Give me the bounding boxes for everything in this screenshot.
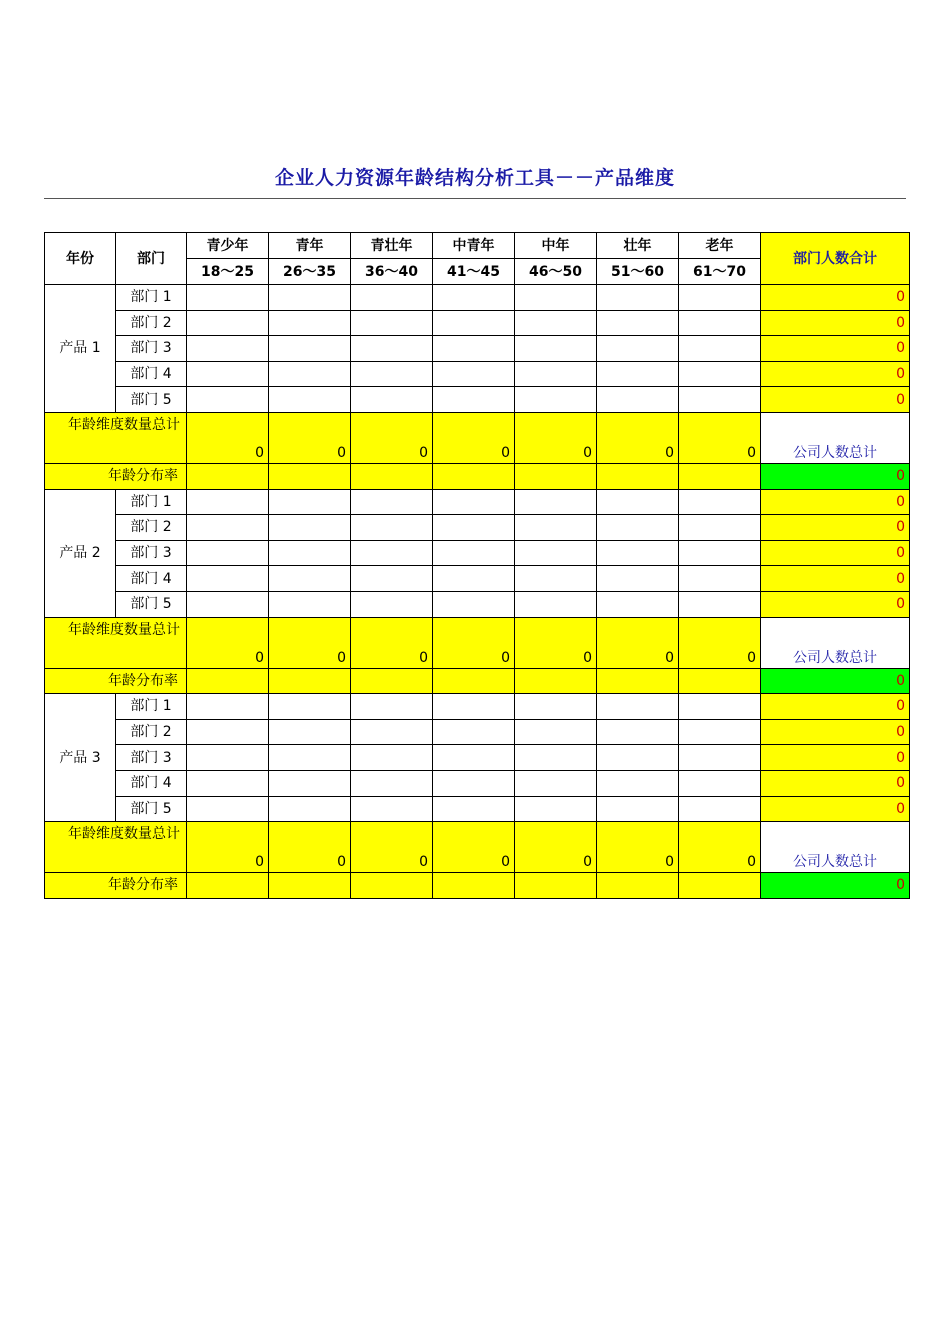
age-rate-row	[45, 873, 910, 899]
header-age-group: 青年	[269, 233, 351, 259]
header-dept: 部门	[116, 233, 187, 285]
table-row	[45, 310, 910, 336]
age-sum-value: 0	[351, 617, 433, 668]
age-count-cell[interactable]	[679, 361, 761, 387]
age-count-cell[interactable]	[187, 515, 269, 541]
age-count-cell[interactable]	[351, 489, 433, 515]
company-total-label: 公司人数总计	[761, 822, 910, 873]
age-count-cell[interactable]	[433, 796, 515, 822]
age-count-cell[interactable]	[269, 566, 351, 592]
age-count-cell[interactable]	[351, 719, 433, 745]
table-row	[45, 566, 910, 592]
age-sum-value: 0	[515, 617, 597, 668]
age-sum-value: 0	[269, 822, 351, 873]
age-sum-row	[45, 412, 910, 463]
product-name: 产品 2	[45, 489, 116, 617]
age-rate-cell[interactable]	[679, 873, 761, 899]
table-row	[45, 719, 910, 745]
age-count-cell[interactable]	[597, 694, 679, 720]
age-count-cell[interactable]	[597, 361, 679, 387]
age-count-cell[interactable]	[597, 387, 679, 413]
age-rate-cell[interactable]	[515, 463, 597, 489]
department-name: 部门 3	[116, 336, 187, 362]
age-count-cell[interactable]	[679, 770, 761, 796]
header-age-range: 61～70	[679, 259, 761, 285]
age-sum-label: 年龄维度数量总计	[45, 617, 187, 668]
header-age-range: 51～60	[597, 259, 679, 285]
age-count-cell[interactable]	[269, 361, 351, 387]
age-count-cell[interactable]	[515, 566, 597, 592]
age-count-cell[interactable]	[679, 745, 761, 771]
header-age-range: 36～40	[351, 259, 433, 285]
age-count-cell[interactable]	[351, 540, 433, 566]
age-count-cell[interactable]	[679, 796, 761, 822]
table-row	[45, 796, 910, 822]
age-count-cell[interactable]	[597, 515, 679, 541]
department-name: 部门 2	[116, 310, 187, 336]
age-rate-cell[interactable]	[187, 463, 269, 489]
department-name: 部门 1	[116, 694, 187, 720]
age-count-cell[interactable]	[433, 694, 515, 720]
age-structure-table	[44, 232, 910, 899]
age-count-cell[interactable]	[679, 694, 761, 720]
age-count-cell[interactable]	[515, 387, 597, 413]
department-name: 部门 5	[116, 591, 187, 617]
age-count-cell[interactable]	[433, 336, 515, 362]
header-age-group: 中年	[515, 233, 597, 259]
age-sum-value: 0	[679, 822, 761, 873]
age-sum-value: 0	[515, 822, 597, 873]
age-count-cell[interactable]	[187, 361, 269, 387]
age-rate-cell[interactable]	[679, 668, 761, 694]
table-row	[45, 285, 910, 311]
age-count-cell[interactable]	[269, 489, 351, 515]
header-age-group: 老年	[679, 233, 761, 259]
age-count-cell[interactable]	[433, 719, 515, 745]
age-rate-label: 年龄分布率	[45, 668, 187, 694]
age-sum-value: 0	[269, 412, 351, 463]
age-count-cell[interactable]	[351, 285, 433, 311]
age-count-cell[interactable]	[269, 694, 351, 720]
age-sum-value: 0	[433, 822, 515, 873]
age-count-cell[interactable]	[269, 591, 351, 617]
age-count-cell[interactable]	[515, 796, 597, 822]
header-dept-total: 部门人数合计	[761, 233, 910, 285]
age-rate-cell[interactable]	[433, 463, 515, 489]
age-sum-value: 0	[597, 617, 679, 668]
age-count-cell[interactable]	[187, 310, 269, 336]
age-sum-row	[45, 617, 910, 668]
age-sum-label: 年龄维度数量总计	[45, 412, 187, 463]
department-name: 部门 1	[116, 489, 187, 515]
age-sum-value: 0	[187, 617, 269, 668]
age-count-cell[interactable]	[187, 694, 269, 720]
age-sum-value: 0	[351, 412, 433, 463]
table-row	[45, 694, 910, 720]
department-total: 0	[761, 566, 910, 592]
age-count-cell[interactable]	[269, 515, 351, 541]
age-count-cell[interactable]	[269, 770, 351, 796]
department-name: 部门 3	[116, 540, 187, 566]
age-count-cell[interactable]	[351, 336, 433, 362]
age-count-cell[interactable]	[515, 694, 597, 720]
table-row	[45, 387, 910, 413]
age-count-cell[interactable]	[433, 566, 515, 592]
age-sum-value: 0	[433, 412, 515, 463]
company-total-value: 0	[761, 463, 910, 489]
age-count-cell[interactable]	[433, 361, 515, 387]
age-count-cell[interactable]	[597, 336, 679, 362]
department-total: 0	[761, 310, 910, 336]
age-count-cell[interactable]	[351, 515, 433, 541]
company-total-label: 公司人数总计	[761, 412, 910, 463]
table-row	[45, 336, 910, 362]
age-count-cell[interactable]	[269, 336, 351, 362]
age-count-cell[interactable]	[515, 489, 597, 515]
age-rate-cell[interactable]	[433, 873, 515, 899]
age-sum-value: 0	[515, 412, 597, 463]
age-count-cell[interactable]	[433, 387, 515, 413]
department-total: 0	[761, 770, 910, 796]
age-count-cell[interactable]	[187, 336, 269, 362]
age-sum-label: 年龄维度数量总计	[45, 822, 187, 873]
age-rate-row	[45, 463, 910, 489]
age-count-cell[interactable]	[269, 387, 351, 413]
age-count-cell[interactable]	[515, 310, 597, 336]
age-count-cell[interactable]	[679, 285, 761, 311]
department-total: 0	[761, 515, 910, 541]
age-count-cell[interactable]	[597, 540, 679, 566]
age-count-cell[interactable]	[515, 361, 597, 387]
age-rate-label: 年龄分布率	[45, 463, 187, 489]
company-total-value: 0	[761, 873, 910, 899]
age-rate-cell[interactable]	[597, 463, 679, 489]
table-row	[45, 540, 910, 566]
age-count-cell[interactable]	[351, 310, 433, 336]
age-count-cell[interactable]	[269, 310, 351, 336]
department-total: 0	[761, 336, 910, 362]
age-count-cell[interactable]	[679, 591, 761, 617]
age-count-cell[interactable]	[515, 336, 597, 362]
department-total: 0	[761, 489, 910, 515]
age-count-cell[interactable]	[515, 285, 597, 311]
department-total: 0	[761, 387, 910, 413]
header-age-range: 26～35	[269, 259, 351, 285]
age-count-cell[interactable]	[187, 489, 269, 515]
age-count-cell[interactable]	[351, 770, 433, 796]
age-count-cell[interactable]	[433, 770, 515, 796]
age-sum-value: 0	[433, 617, 515, 668]
age-count-cell[interactable]	[187, 566, 269, 592]
age-count-cell[interactable]	[433, 489, 515, 515]
age-count-cell[interactable]	[351, 694, 433, 720]
age-rate-cell[interactable]	[187, 668, 269, 694]
age-sum-value: 0	[187, 412, 269, 463]
company-total-value: 0	[761, 668, 910, 694]
age-sum-value: 0	[679, 412, 761, 463]
age-count-cell[interactable]	[187, 591, 269, 617]
age-count-cell[interactable]	[515, 515, 597, 541]
department-total: 0	[761, 694, 910, 720]
header-age-group: 青少年	[187, 233, 269, 259]
age-count-cell[interactable]	[515, 591, 597, 617]
age-count-cell[interactable]	[597, 591, 679, 617]
age-count-cell[interactable]	[597, 770, 679, 796]
department-name: 部门 4	[116, 566, 187, 592]
age-rate-cell[interactable]	[597, 668, 679, 694]
age-count-cell[interactable]	[597, 489, 679, 515]
age-count-cell[interactable]	[597, 745, 679, 771]
age-count-cell[interactable]	[187, 285, 269, 311]
table-row	[45, 745, 910, 771]
age-count-cell[interactable]	[433, 285, 515, 311]
age-count-cell[interactable]	[351, 796, 433, 822]
table-row	[45, 361, 910, 387]
age-rate-cell[interactable]	[351, 668, 433, 694]
header-row	[45, 233, 910, 259]
age-rate-cell[interactable]	[515, 873, 597, 899]
age-count-cell[interactable]	[351, 566, 433, 592]
department-name: 部门 1	[116, 285, 187, 311]
header-age-group: 壮年	[597, 233, 679, 259]
age-count-cell[interactable]	[269, 285, 351, 311]
age-count-cell[interactable]	[433, 540, 515, 566]
age-count-cell[interactable]	[187, 796, 269, 822]
age-rate-cell[interactable]	[187, 873, 269, 899]
age-count-cell[interactable]	[351, 361, 433, 387]
age-count-cell[interactable]	[351, 387, 433, 413]
age-count-cell[interactable]	[679, 719, 761, 745]
age-count-cell[interactable]	[597, 719, 679, 745]
age-count-cell[interactable]	[433, 310, 515, 336]
department-total: 0	[761, 285, 910, 311]
age-count-cell[interactable]	[269, 540, 351, 566]
age-count-cell[interactable]	[679, 310, 761, 336]
age-sum-value: 0	[269, 617, 351, 668]
product-name: 产品 3	[45, 694, 116, 822]
age-rate-cell[interactable]	[269, 668, 351, 694]
age-count-cell[interactable]	[679, 489, 761, 515]
table-row	[45, 591, 910, 617]
header-age-range: 18～25	[187, 259, 269, 285]
age-count-cell[interactable]	[515, 770, 597, 796]
age-sum-value: 0	[597, 412, 679, 463]
age-rate-cell[interactable]	[351, 463, 433, 489]
department-total: 0	[761, 745, 910, 771]
age-count-cell[interactable]	[351, 591, 433, 617]
age-sum-value: 0	[597, 822, 679, 873]
age-rate-cell[interactable]	[269, 873, 351, 899]
product-name: 产品 1	[45, 285, 116, 413]
age-count-cell[interactable]	[679, 540, 761, 566]
age-count-cell[interactable]	[597, 796, 679, 822]
header-age-range: 46～50	[515, 259, 597, 285]
age-count-cell[interactable]	[269, 719, 351, 745]
department-total: 0	[761, 591, 910, 617]
age-count-cell[interactable]	[187, 719, 269, 745]
age-count-cell[interactable]	[679, 336, 761, 362]
age-count-cell[interactable]	[679, 566, 761, 592]
age-count-cell[interactable]	[597, 310, 679, 336]
age-sum-row	[45, 822, 910, 873]
table-row	[45, 489, 910, 515]
age-count-cell[interactable]	[433, 591, 515, 617]
header-year: 年份	[45, 233, 116, 285]
age-count-cell[interactable]	[515, 719, 597, 745]
age-rate-cell[interactable]	[269, 463, 351, 489]
age-count-cell[interactable]	[679, 387, 761, 413]
age-count-cell[interactable]	[597, 566, 679, 592]
age-count-cell[interactable]	[515, 540, 597, 566]
header-age-group: 中青年	[433, 233, 515, 259]
title-divider	[44, 198, 906, 199]
age-sum-value: 0	[679, 617, 761, 668]
age-sum-value: 0	[351, 822, 433, 873]
age-count-cell[interactable]	[269, 796, 351, 822]
department-name: 部门 2	[116, 515, 187, 541]
department-name: 部门 3	[116, 745, 187, 771]
age-count-cell[interactable]	[515, 745, 597, 771]
age-count-cell[interactable]	[433, 745, 515, 771]
header-age-range: 41～45	[433, 259, 515, 285]
age-count-cell[interactable]	[433, 515, 515, 541]
age-count-cell[interactable]	[351, 745, 433, 771]
age-count-cell[interactable]	[679, 515, 761, 541]
age-rate-label: 年龄分布率	[45, 873, 187, 899]
age-rate-row	[45, 668, 910, 694]
age-rate-cell[interactable]	[351, 873, 433, 899]
department-name: 部门 5	[116, 796, 187, 822]
department-name: 部门 5	[116, 387, 187, 413]
age-rate-cell[interactable]	[433, 668, 515, 694]
header-age-group: 青壮年	[351, 233, 433, 259]
age-count-cell[interactable]	[269, 745, 351, 771]
age-rate-cell[interactable]	[515, 668, 597, 694]
age-count-cell[interactable]	[187, 387, 269, 413]
table-row	[45, 515, 910, 541]
department-total: 0	[761, 540, 910, 566]
department-name: 部门 4	[116, 361, 187, 387]
page-title: 企业人力资源年龄结构分析工具－－产品维度	[274, 167, 675, 189]
age-sum-value: 0	[187, 822, 269, 873]
department-total: 0	[761, 719, 910, 745]
department-name: 部门 2	[116, 719, 187, 745]
table-row	[45, 770, 910, 796]
department-total: 0	[761, 361, 910, 387]
department-total: 0	[761, 796, 910, 822]
department-name: 部门 4	[116, 770, 187, 796]
age-count-cell[interactable]	[187, 745, 269, 771]
age-count-cell[interactable]	[597, 285, 679, 311]
age-count-cell[interactable]	[187, 770, 269, 796]
company-total-label: 公司人数总计	[761, 617, 910, 668]
age-rate-cell[interactable]	[679, 463, 761, 489]
age-rate-cell[interactable]	[597, 873, 679, 899]
age-count-cell[interactable]	[187, 540, 269, 566]
